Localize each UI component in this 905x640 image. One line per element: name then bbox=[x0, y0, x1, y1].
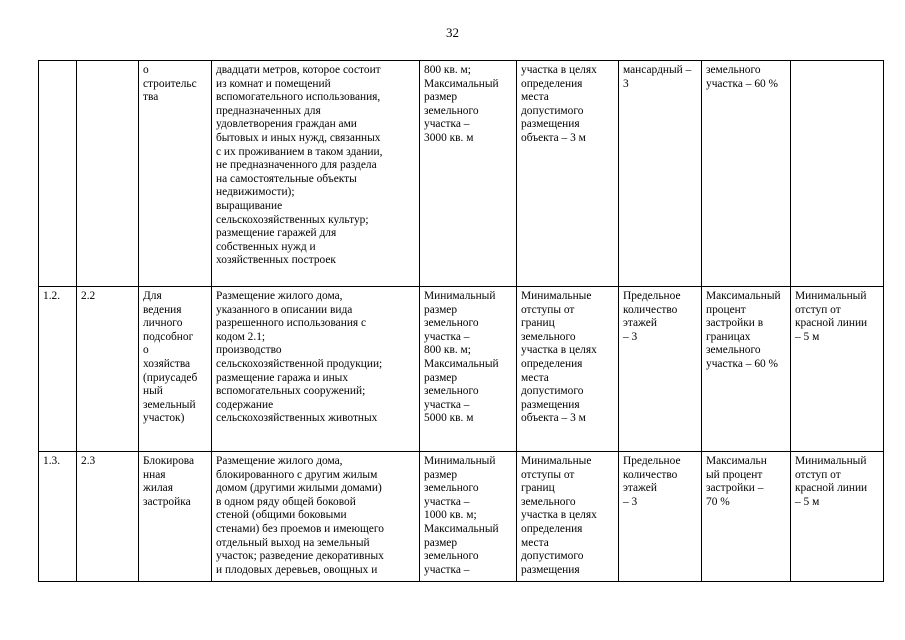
coverage-cell bbox=[702, 61, 791, 287]
cell-text-line: строительс bbox=[143, 77, 197, 90]
use-code-cell bbox=[77, 452, 139, 582]
setback-cell bbox=[517, 61, 619, 287]
cell-text-line: процент bbox=[706, 303, 746, 316]
cell-text-line: размещение гаражей для bbox=[216, 227, 337, 240]
cell-text-line: застройки в bbox=[706, 317, 764, 330]
floors-limit-cell bbox=[619, 452, 702, 582]
cell-text-line: в одном ряду общей боковой bbox=[216, 495, 356, 508]
cell-text-line: производство bbox=[216, 344, 282, 357]
cell-text-line: земельного bbox=[424, 317, 479, 330]
cell-text-line: Максимальный bbox=[424, 357, 499, 370]
cell-text-line: о bbox=[143, 64, 149, 76]
coverage-cell bbox=[702, 452, 791, 582]
cell-text-line: вспомогательных сооружений; bbox=[216, 385, 366, 398]
cell-text-line: 5000 кв. м bbox=[424, 412, 474, 425]
cell-text-line: хозяйства bbox=[143, 357, 191, 370]
cell-text-line: содержание bbox=[216, 398, 274, 411]
floors-limit-cell bbox=[619, 287, 702, 452]
cell-text-line: – 3 bbox=[623, 495, 638, 508]
red-line-setback-cell bbox=[791, 287, 884, 452]
use-description-cell bbox=[212, 287, 420, 452]
cell-text-line: тва bbox=[143, 91, 159, 104]
cell-text-line: Максимальн bbox=[706, 455, 767, 467]
table-row bbox=[39, 61, 884, 287]
cell-text-line: допустимого bbox=[521, 104, 584, 117]
cell-text-line: – 3 bbox=[623, 330, 638, 343]
cell-text-line: участка в целях bbox=[521, 344, 597, 357]
cell-text-line: ведения bbox=[143, 303, 182, 316]
cell-text-line: стенами) без проемов и имеющего bbox=[216, 522, 384, 535]
cell-text-line: – 5 м bbox=[795, 495, 820, 508]
cell-text-line: Минимальный bbox=[795, 290, 867, 302]
use-name-cell bbox=[139, 287, 212, 452]
cell-text-line: определения bbox=[521, 77, 583, 90]
use-description-cell bbox=[212, 452, 420, 582]
cell-text-line: – 5 м bbox=[795, 330, 820, 343]
cell-text-line: красной линии bbox=[795, 317, 868, 330]
cell-text-line: участка в целях bbox=[521, 64, 597, 76]
cell-text-line: размещение гаража и иных bbox=[216, 371, 349, 384]
cell-text-line: разрешенного использования с bbox=[216, 317, 367, 330]
page-number: 32 bbox=[446, 25, 459, 40]
row-number-cell bbox=[39, 452, 77, 582]
cell-text-line: выращивание bbox=[216, 199, 283, 212]
use-name-cell bbox=[139, 61, 212, 287]
cell-text-line: Минимальные bbox=[521, 290, 592, 302]
row-number-cell bbox=[39, 287, 77, 452]
coverage-cell bbox=[702, 287, 791, 452]
cell-text: 2.2 bbox=[81, 290, 96, 302]
cell-text-line: земельный bbox=[143, 398, 196, 411]
cell-text-line: места bbox=[521, 91, 549, 104]
cell-text-line: Максимальный bbox=[424, 522, 499, 535]
floors-limit-cell bbox=[619, 61, 702, 287]
cell-text-line: мансардный – bbox=[623, 64, 692, 76]
cell-text-line: личного bbox=[143, 317, 183, 330]
cell-text-line: 1000 кв. м; bbox=[424, 509, 477, 522]
cell-text-line: хозяйственных построек bbox=[216, 254, 336, 267]
use-description-cell bbox=[212, 61, 420, 287]
cell-text-line: кодом 2.1; bbox=[216, 330, 266, 343]
plot-size-cell bbox=[420, 61, 517, 287]
cell-text-line: размер bbox=[424, 91, 458, 104]
cell-text-line: земельного bbox=[706, 344, 761, 357]
cell-text-line: Предельное bbox=[623, 455, 681, 467]
cell-text-line: Минимальный bbox=[424, 455, 496, 467]
cell-text-line: двадцати метров, которое состоит bbox=[216, 64, 381, 76]
cell-text-line: Максимальный bbox=[706, 290, 781, 302]
cell-text-line: застройка bbox=[143, 495, 191, 508]
cell-text-line: количество bbox=[623, 468, 678, 481]
cell-text-line: места bbox=[521, 536, 549, 549]
cell-text-line: земельного bbox=[706, 64, 761, 76]
cell-text-line: размещения bbox=[521, 118, 580, 131]
cell-text-line: ый процент bbox=[706, 468, 763, 481]
cell-text-line: предназначенных для bbox=[216, 104, 321, 117]
cell-text-line: Блокирова bbox=[143, 455, 195, 467]
cell-text-line: земельного bbox=[521, 330, 576, 343]
table-row bbox=[39, 452, 884, 582]
cell-text-line: земельного bbox=[424, 482, 479, 495]
cell-text-line: размер bbox=[424, 303, 458, 316]
cell-text-line: жилая bbox=[143, 482, 173, 495]
plot-size-cell bbox=[420, 287, 517, 452]
cell-text-line: собственных нужд и bbox=[216, 240, 316, 253]
cell-text-line: отдельный выход на земельный bbox=[216, 536, 370, 549]
cell-text-line: земельного bbox=[521, 495, 576, 508]
cell-text-line: Минимальные bbox=[521, 455, 592, 467]
cell-text: 1.2. bbox=[43, 290, 61, 302]
cell-text-line: участка – bbox=[424, 563, 470, 576]
cell-text-line: домом (другими жилыми домами) bbox=[216, 482, 382, 495]
cell-text-line: сельскохозяйственных животных bbox=[216, 412, 378, 425]
red-line-setback-cell bbox=[791, 452, 884, 582]
cell-text-line: объекта – 3 м bbox=[521, 412, 586, 425]
cell-text-line: Размещение жилого дома, bbox=[216, 455, 343, 467]
cell-text-line: подсобног bbox=[143, 330, 194, 343]
red-line-setback-cell bbox=[791, 61, 884, 287]
zoning-regulations-table bbox=[38, 60, 884, 582]
cell-text-line: Для bbox=[143, 290, 162, 302]
cell-text-line: участка – 60 % bbox=[706, 77, 779, 90]
cell-text-line: этажей bbox=[623, 482, 657, 495]
cell-text-line: размер bbox=[424, 536, 458, 549]
cell-text-line: участка – bbox=[424, 118, 470, 131]
cell-text-line: участка в целях bbox=[521, 509, 597, 522]
cell-text-line: размер bbox=[424, 371, 458, 384]
cell-text-line: допустимого bbox=[521, 385, 584, 398]
cell-text-line: размещения bbox=[521, 398, 580, 411]
cell-text-line: участка – bbox=[424, 495, 470, 508]
cell-text-line: недвижимости); bbox=[216, 186, 295, 199]
cell-text-line: участка – 60 % bbox=[706, 357, 779, 370]
cell-text-line: этажей bbox=[623, 317, 657, 330]
cell-text-line: границах bbox=[706, 330, 751, 343]
cell-text-line: сельскохозяйственных культур; bbox=[216, 213, 369, 226]
cell-text-line: определения bbox=[521, 522, 583, 535]
cell-text: 1.3. bbox=[43, 455, 61, 467]
cell-text-line: Минимальный bbox=[795, 455, 867, 467]
cell-text-line: и плодовых деревьев, овощных и bbox=[216, 563, 378, 576]
cell-text-line: красной линии bbox=[795, 482, 868, 495]
cell-text-line: Размещение жилого дома, bbox=[216, 290, 343, 302]
cell-text-line: застройки – bbox=[706, 482, 764, 495]
cell-text-line: 3000 кв. м bbox=[424, 131, 474, 144]
cell-text-line: 800 кв. м; bbox=[424, 344, 471, 357]
cell-text-line: земельного bbox=[424, 550, 479, 563]
cell-text-line: количество bbox=[623, 303, 678, 316]
table-row bbox=[39, 287, 884, 452]
cell-text-line: земельного bbox=[424, 104, 479, 117]
cell-text-line: сельскохозяйственной продукции; bbox=[216, 357, 383, 370]
cell-text-line: места bbox=[521, 371, 549, 384]
cell-text-line: отступ от bbox=[795, 303, 841, 316]
cell-text-line: Предельное bbox=[623, 290, 681, 302]
use-code-cell bbox=[77, 287, 139, 452]
cell-text-line: стеной (общими боковыми bbox=[216, 509, 347, 522]
cell-text-line: земельного bbox=[424, 385, 479, 398]
cell-text-line: указанного в описании вида bbox=[216, 303, 353, 316]
cell-text-line: границ bbox=[521, 317, 555, 330]
cell-text-line: размещения bbox=[521, 563, 580, 576]
use-name-cell bbox=[139, 452, 212, 582]
plot-size-cell bbox=[420, 452, 517, 582]
cell-text-line: отступ от bbox=[795, 468, 841, 481]
cell-text-line: вспомогательного использования, bbox=[216, 91, 381, 104]
cell-text-line: Минимальный bbox=[424, 290, 496, 302]
cell-text-line: 3 bbox=[623, 77, 629, 90]
cell-text-line: определения bbox=[521, 357, 583, 370]
cell-text-line: участка – bbox=[424, 330, 470, 343]
cell-text-line: отступы от bbox=[521, 303, 575, 316]
cell-text-line: участок; разведение декоративных bbox=[216, 550, 384, 563]
setback-cell bbox=[517, 452, 619, 582]
cell-text-line: отступы от bbox=[521, 468, 575, 481]
cell-text-line: ный bbox=[143, 385, 163, 398]
cell-text-line: участок) bbox=[143, 412, 185, 425]
cell-text-line: 70 % bbox=[706, 495, 730, 508]
cell-text-line: бытовых и иных нужд, связанных bbox=[216, 131, 381, 144]
cell-text-line: на самостоятельные объекты bbox=[216, 172, 357, 185]
use-code-cell bbox=[77, 61, 139, 287]
cell-text-line: нная bbox=[143, 468, 166, 481]
cell-text-line: объекта – 3 м bbox=[521, 131, 586, 144]
cell-text-line: блокированного с другим жилым bbox=[216, 468, 378, 481]
cell-text-line: не предназначенного для раздела bbox=[216, 159, 377, 172]
cell-text-line: (приусадеб bbox=[143, 371, 198, 384]
table-body bbox=[39, 61, 884, 582]
cell-text-line: с их проживанием в таком здании, bbox=[216, 145, 383, 158]
cell-text-line: из комнат и помещений bbox=[216, 77, 331, 90]
cell-text-line: о bbox=[143, 344, 149, 357]
cell-text-line: 800 кв. м; bbox=[424, 64, 471, 76]
cell-text-line: допустимого bbox=[521, 550, 584, 563]
cell-text: 2.3 bbox=[81, 455, 96, 467]
setback-cell bbox=[517, 287, 619, 452]
row-number-cell bbox=[39, 61, 77, 287]
cell-text-line: Максимальный bbox=[424, 77, 499, 90]
cell-text-line: удовлетворения граждан ами bbox=[216, 118, 357, 131]
cell-text-line: границ bbox=[521, 482, 555, 495]
cell-text-line: участка – bbox=[424, 398, 470, 411]
cell-text-line: размер bbox=[424, 468, 458, 481]
